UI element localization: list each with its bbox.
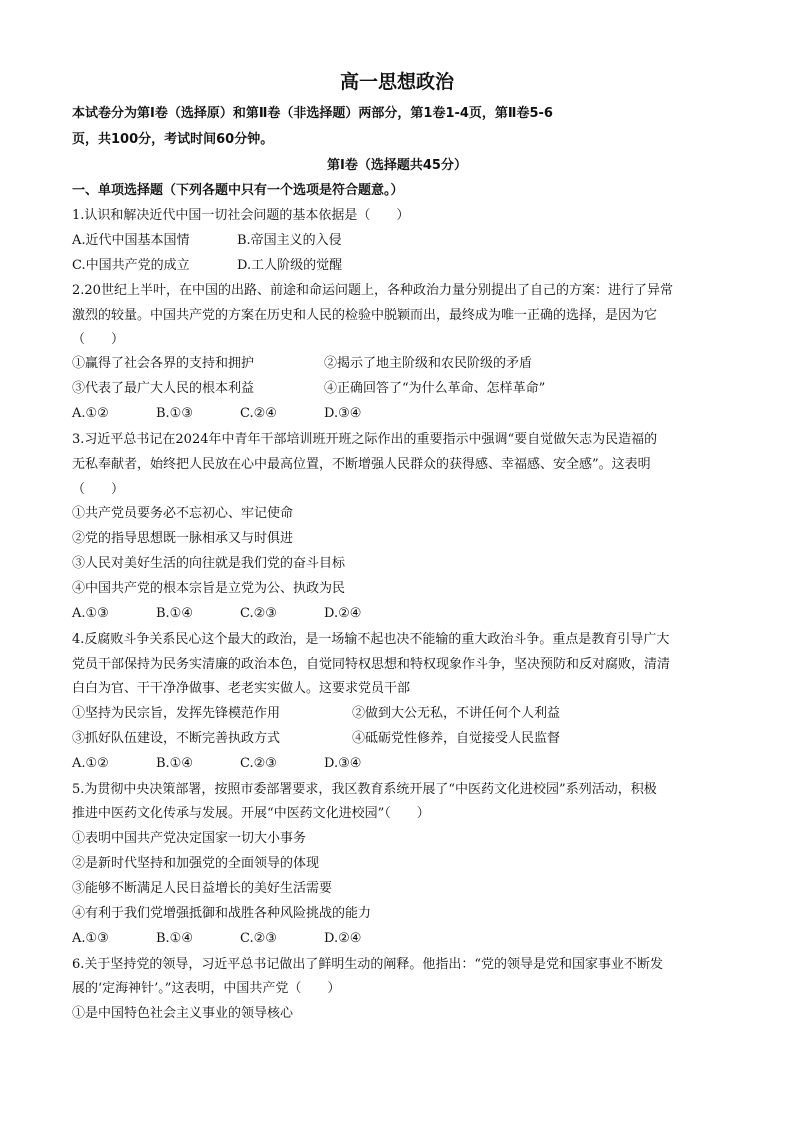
question-6-stem: 展的‘定海神针’。”这表明，中国共产党（ ） <box>72 981 341 996</box>
question-3-stem: 无私奉献者，始终把人民放在心中最高位置，不断增强人民群众的获得感、幸福感、安全感”。这表明 <box>72 457 651 472</box>
statement-4: ④正确回答了“为什么革命、怎样革命” <box>324 381 546 396</box>
question-2-answers <box>72 404 732 424</box>
statement-1: ①赢得了社会各界的支持和拥护 <box>72 356 255 371</box>
question-3-stem: （ ） <box>72 482 125 497</box>
statement-1: ①坚持为民宗旨，发挥先锋模范作用 <box>72 706 281 721</box>
answer-c: C.②③ <box>240 756 277 771</box>
question-4-statements-row <box>72 704 732 724</box>
answer-b: B.①③ <box>156 406 193 421</box>
question-4-answers <box>72 754 732 774</box>
answer-c: C.②③ <box>240 931 277 946</box>
statement-line: ①是中国特色社会主义事业的领导核心 <box>72 1006 294 1021</box>
question-5-stem: 5.为贯彻中央决策部署，按照市委部署要求，我区教育系统开展了“中医药文化进校园”系列活动，积极 <box>72 782 657 797</box>
intro-line: 页，共100分，考试时间60分钟。 <box>72 132 274 147</box>
part-heading: 一、单项选择题（下列各题中只有一个选项是符合题意。） <box>72 183 404 198</box>
question-1-options-row <box>72 231 732 251</box>
option-c: C.中国共产党的成立 <box>72 258 190 273</box>
question-3-answers <box>72 604 732 624</box>
question-4-stem: 党员干部保持为民务实清廉的政治本色，自觉同特权思想和特权现象作斗争，坚决预防和反对腐败，清清 <box>72 657 671 672</box>
question-2-stem: 激烈的较量。中国共产党的方案在历史和人民的检验中脱颖而出，最终成为唯一正确的选择，是因为它 <box>72 308 658 323</box>
option-a: A.近代中国基本国情 <box>72 233 190 248</box>
answer-d: D.②④ <box>324 931 362 946</box>
question-3-stem: 3.习近平总书记在2024年中青年干部培训班开班之际作出的重要指示中强调“要自觉做矢志为民造福的 <box>72 432 658 447</box>
answer-a: A.①③ <box>72 931 109 946</box>
statement-4: ④砥砺党性修养，自觉接受人民监督 <box>352 731 561 746</box>
statement-line: ②党的指导思想既一脉相承又与时俱进 <box>72 531 294 546</box>
answer-d: D.③④ <box>324 756 362 771</box>
option-d: D.工人阶级的觉醒 <box>237 258 343 273</box>
question-2-stem: （ ） <box>72 332 125 347</box>
question-5-stem: 推进中医药文化传承与发展。开展“中医药文化进校园”（ ） <box>72 806 430 821</box>
answer-d: D.②④ <box>324 606 362 621</box>
statement-line: ①表明中国共产党决定国家一切大小事务 <box>72 831 307 846</box>
answer-a: A.①③ <box>72 606 109 621</box>
statement-line: ③能够不断满足人民日益增长的美好生活需要 <box>72 881 333 896</box>
answer-b: B.①④ <box>156 756 193 771</box>
answer-c: C.②③ <box>240 606 277 621</box>
statement-line: ②是新时代坚持和加强党的全面领导的体现 <box>72 856 320 871</box>
question-2-statements-row <box>72 379 732 399</box>
question-4-statements-row <box>72 729 732 749</box>
question-4-stem: 4.反腐败斗争关系民心这个最大的政治，是一场输不起也决不能输的重大政治斗争。重点是教育引导广大 <box>72 632 670 647</box>
question-6-stem: 6.关于坚持党的领导，习近平总书记做出了鲜明生动的阐释。他指出：“党的领导是党和国家事业不断发 <box>72 957 664 972</box>
question-2-stem: 2.20世纪上半叶，在中国的出路、前途和命运问题上，各种政治力量分别提出了自己的方案：进行了异常 <box>72 283 673 298</box>
statement-3: ③抓好队伍建设，不断完善执政方式 <box>72 731 281 746</box>
statement-3: ③代表了最广大人民的根本利益 <box>72 381 255 396</box>
answer-b: B.①④ <box>156 931 193 946</box>
question-4-stem: 白白为官、干干净净做事、老老实实做人。这要求党员干部 <box>72 681 411 696</box>
question-1-options-row <box>72 256 732 276</box>
question-1-stem: 1.认识和解决近代中国一切社会问题的基本依据是（ ） <box>72 208 410 223</box>
answer-b: B.①④ <box>156 606 193 621</box>
answer-a: A.①② <box>72 406 109 421</box>
question-5-answers <box>72 929 732 949</box>
option-b: B.帝国主义的入侵 <box>237 233 342 248</box>
answer-a: A.①② <box>72 756 109 771</box>
statement-line: ③人民对美好生活的向往就是我们党的奋斗目标 <box>72 556 346 571</box>
answer-c: C.②④ <box>240 406 277 421</box>
statement-line: ④有利于我们党增强抵御和战胜各种风险挑战的能力 <box>72 906 372 921</box>
intro-line: 本试卷分为第Ⅰ卷（选择原）和第Ⅱ卷（非选择题）两部分，第1卷1-4页，第Ⅱ卷5-6 <box>72 106 553 121</box>
statement-line: ④中国共产党的根本宗旨是立党为公、执政为民 <box>72 581 346 596</box>
statement-2: ②揭示了地主阶级和农民阶级的矛盾 <box>324 356 533 371</box>
page-title: 高一思想政治 <box>339 71 454 93</box>
statement-2: ②做到大公无私，不讲任何个人利益 <box>352 706 561 721</box>
statement-line: ①共产党员要务必不忘初心、牢记使命 <box>72 506 294 521</box>
answer-d: D.③④ <box>324 406 362 421</box>
section-title: 第Ⅰ卷（选择题共45分） <box>327 158 467 173</box>
question-2-statements-row <box>72 354 732 374</box>
